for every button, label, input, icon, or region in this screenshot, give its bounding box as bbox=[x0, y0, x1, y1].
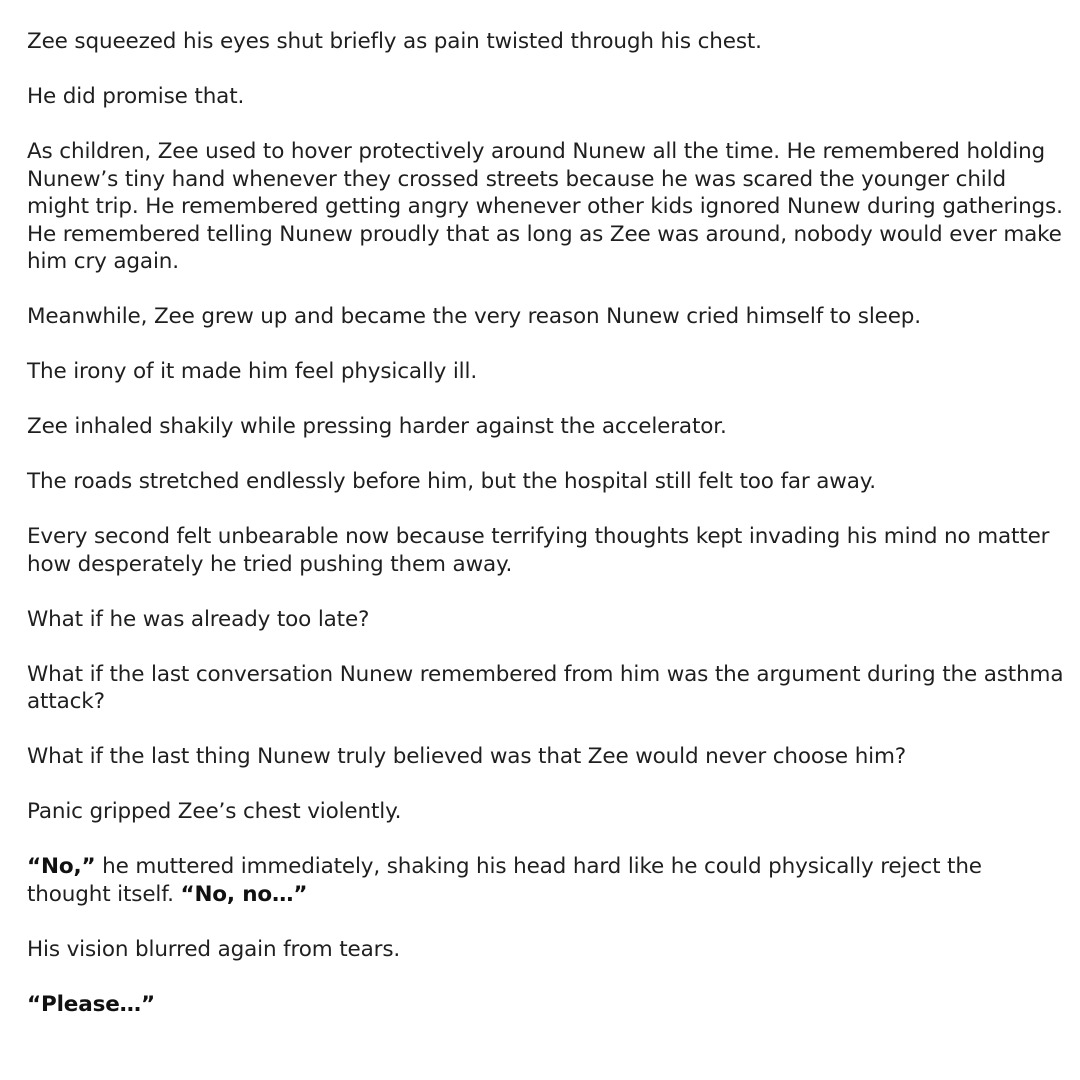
dialogue-bold: “No,” bbox=[27, 854, 96, 879]
paragraph: As children, Zee used to hover protectively around Nunew all the time. He remembered holding Nunew’s tiny hand whenever they crossed streets because he was scared the younger child might trip. He remembered getting angry whenever other kids ignored Nunew during gatherings. He remembered telling Nunew proudly that as long as Zee was around, nobody would ever make him cry again. bbox=[27, 139, 1063, 274]
paragraph: He did promise that. bbox=[27, 84, 245, 109]
paragraph: The roads stretched endlessly before him, but the hospital still felt too far away. bbox=[27, 469, 876, 494]
narration: he muttered immediately, shaking his head hard like he could physically reject the thought itself. bbox=[27, 854, 982, 907]
paragraph: Zee inhaled shakily while pressing harder against the accelerator. bbox=[27, 414, 727, 439]
paragraph: What if the last thing Nunew truly believed was that Zee would never choose him? bbox=[27, 744, 907, 769]
paragraph-dialogue bbox=[27, 853, 1067, 908]
paragraph: Every second felt unbearable now because terrifying thoughts kept invading his mind no matter how desperately he tried pushing them away. bbox=[27, 524, 1050, 577]
dialogue-bold: “Please…” bbox=[27, 991, 156, 1017]
paragraph: The irony of it made him feel physically ill. bbox=[27, 359, 478, 384]
paragraph: Meanwhile, Zee grew up and became the very reason Nunew cried himself to sleep. bbox=[27, 304, 921, 329]
story-text bbox=[27, 28, 1067, 1046]
paragraph: His vision blurred again from tears. bbox=[27, 936, 401, 962]
paragraph-dialogue bbox=[27, 991, 1067, 1019]
dialogue-bold: “No, no…” bbox=[180, 881, 308, 907]
paragraph: Panic gripped Zee’s chest violently. bbox=[27, 799, 402, 824]
paragraph: Zee squeezed his eyes shut briefly as pain twisted through his chest. bbox=[27, 29, 762, 54]
paragraph: What if the last conversation Nunew remembered from him was the argument during the asthma attack? bbox=[27, 661, 1064, 714]
paragraph: What if he was already too late? bbox=[27, 606, 370, 632]
